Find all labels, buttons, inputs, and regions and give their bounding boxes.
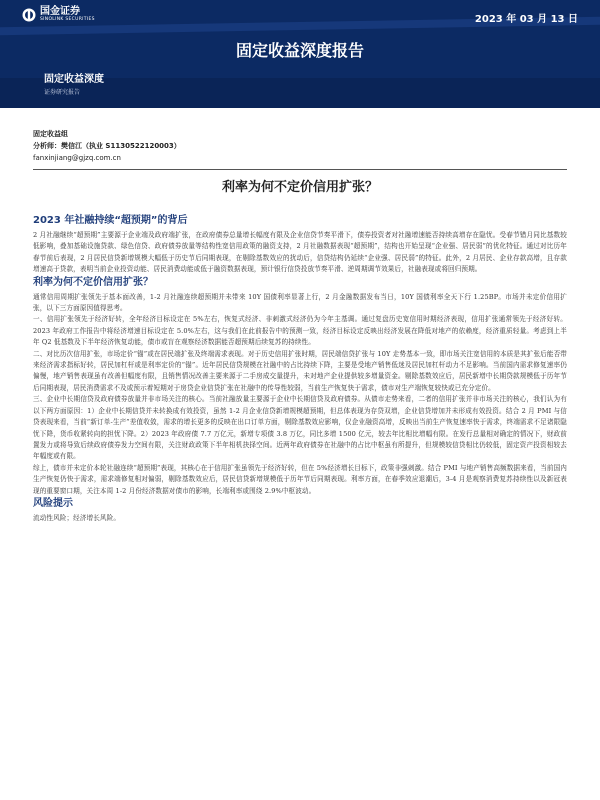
section-heading: 2023 年社融持续“超预期”的背后 (33, 215, 188, 226)
article-body (33, 214, 567, 524)
section-heading: 利率为何不定价信用扩张？ (33, 276, 153, 288)
analyst-email[interactable]: fanxinjiang@gjzq.com.cn (33, 154, 121, 162)
paragraph: 2 月社融继续“超预期”主要源于企业端及政府端扩张，在政府债券总量增长幅度有限及企业信贷节奏平滑下，债券投资者对社融增速能否持续高增存在隐忧。受春节错月同比基数较低影响，叠加基础设施贷款、绿色信贷、政府债券放量等结构性宽信用政策的融资支持，2 月社融数据表现“超预期”，结构也开始呈现“企业强、居民弱”的优化特征。通过对比历年春节前后表现，2 月居民信贷新增规模大幅低于历史节后同期表现，在剔除基数效应的扰动后，信贷结构仍延续“企业强、居民弱”的特征。此外，2 月居民、企业存款高增，且存款增速高于贷款，表明当前企业投资动能、居民消费动能或低于融资数据表现，预计银行信贷投放节奏平滑、逆周期调节效果后，社融表现或将回归预期。 (33, 231, 567, 274)
paragraph: 综上，债市并未定价本轮社融连续“超预期”表现，其核心在于信用扩张虽领先于经济好转，但在 5%经济增长目标下，政策非强刺激。结合 PMI 与地产销售高频数据来看，当前国内生产恢复仍快于需求，需求端修复相对偏弱，剔除基数效应后，居民信贷新增规模低于历年节后同期表现。利率方面，在春季效应退潮后，3-4 月是观察消费复苏持续性以及新冠表现的重要窗口期，关注本周 1-2 月份经济数据对债市的影响，长端利率或围绕 2.9%中枢波动。 (33, 463, 567, 495)
paragraph: 三、企业中长期信贷及政府债券放量并非市场关注的核心。当前社融放量主要源于企业中长期信贷及政府债券。从债市走势来看，二者的信用扩张并非市场关注的核心，我们认为有以下两方面原因：1）企业中长期信贷并未转换成有效投资，虽然 1-2 月企业信贷新增规模超预期，但总体表现为存贷双增，企业信贷增加并未形成有效投资。结合 2 月 PMI 与信贷表现来看，当前“新订单-生产”差值收敛，需求的增长更多的反映在出口订单方面，剔除基数效应影响，仅企业融资高增，反映出当前生产恢复速率快于需求，终端需求不足诸限隐忧下降，货币收紧转向的担忧下降。2）2023 年政府债 7.7 万亿元，新增专项债 3.8 万亿，同比多增 1500 亿元，较去年比相比增幅有限。在发行总量相对确定的情况下，财政前置发力或将导致后续政府债券发力空间有限，关注财政政策下半年相机抉择空间。近两年政府债券在社融中的占比中枢虽有所提升，但规模较信贷相比仍较低，固定资产投资相较去年幅度或有限。 (33, 395, 567, 461)
analyst-name: 分析师：樊信江（执业 S1130522120003） (33, 142, 181, 150)
report-series-title: 固定收益深度报告 (235, 41, 364, 60)
section-heading: 风险提示 (33, 497, 73, 509)
article-title: 利率为何不定价信用扩张？ (221, 180, 378, 195)
paragraph: 二、对比历次信用扩张，市场定价“锚”或在居民端扩张及终端需求表现。对于历史信用扩张时期，居民端信贷扩张与 10Y 走势基本一致，即市场关注宽信用的本质是其扩张后能否带来经济需求指标好转，居民加杠杆或是利率定价的“锚”。近年居民信贷规模在社融中的占比持续下降，主要是受地产销售低迷及居民加杠杆动力不足影响。当前国内需求修复速率仍偏慢，地产销售表现虽有改善但幅度有限，且销售情况改善主要来源于二手房成交量提升，未对地产企业提供较多增量资金。剔除基数效应后，居民新增中长期贷款规模低于历年节后同期表现，居民消费需求不及或预示着短期对于房贷企业信贷扩张在社融中的传导性较弱，当前生产恢复快于需求，债市对生产端恢复较快或已充分定价。 (33, 349, 567, 392)
logo-name-en: SINOLINK SECURITIES (40, 17, 95, 22)
logo-name-cn: 国金证券 (40, 6, 80, 17)
paragraph: 流动性风险；经济增长风险。 (33, 513, 121, 522)
divider (33, 169, 567, 170)
report-date: 2023 年 03 月 13 日 (474, 14, 578, 25)
paragraph: 通常信用周期扩张领先于基本面改善，1-2 月社融连续超预期并未带来 10Y 国债利率显著上行，2 月金融数据发布当日，10Y 国债利率全天下行 1.25BP。市场并未定价信用扩张，以下三方面原因值得思考。 (33, 292, 567, 313)
team-name: 固定收益组 (33, 130, 68, 138)
report-header (0, 0, 600, 108)
report-type: 固定收益深度 (44, 74, 104, 85)
author-info (33, 128, 181, 164)
sinolink-logo-icon (22, 8, 36, 22)
company-logo (22, 6, 95, 23)
paragraph: 一、信用扩张领先于经济好转，全年经济目标设定在 5%左右，恢复式经济、非刺激式经济仍为今年主基调。通过复盘历史宽信用时期经济表现，信用扩张通常领先于经济好转。2023 年政府工作报告中将经济增速目标设定在 5.0%左右，这与我们在此前报告中的预测一致，经济目标设定反映出经济发展在降低对地产的依赖度，经济重质轻量。考虑到上半年 Q2 低基数及下半年经济恢复动能，债市或盲在观察经济数据能否超预期后续复苏的持续性。 (33, 315, 567, 347)
report-subtype: 证券研究报告 (44, 89, 81, 96)
